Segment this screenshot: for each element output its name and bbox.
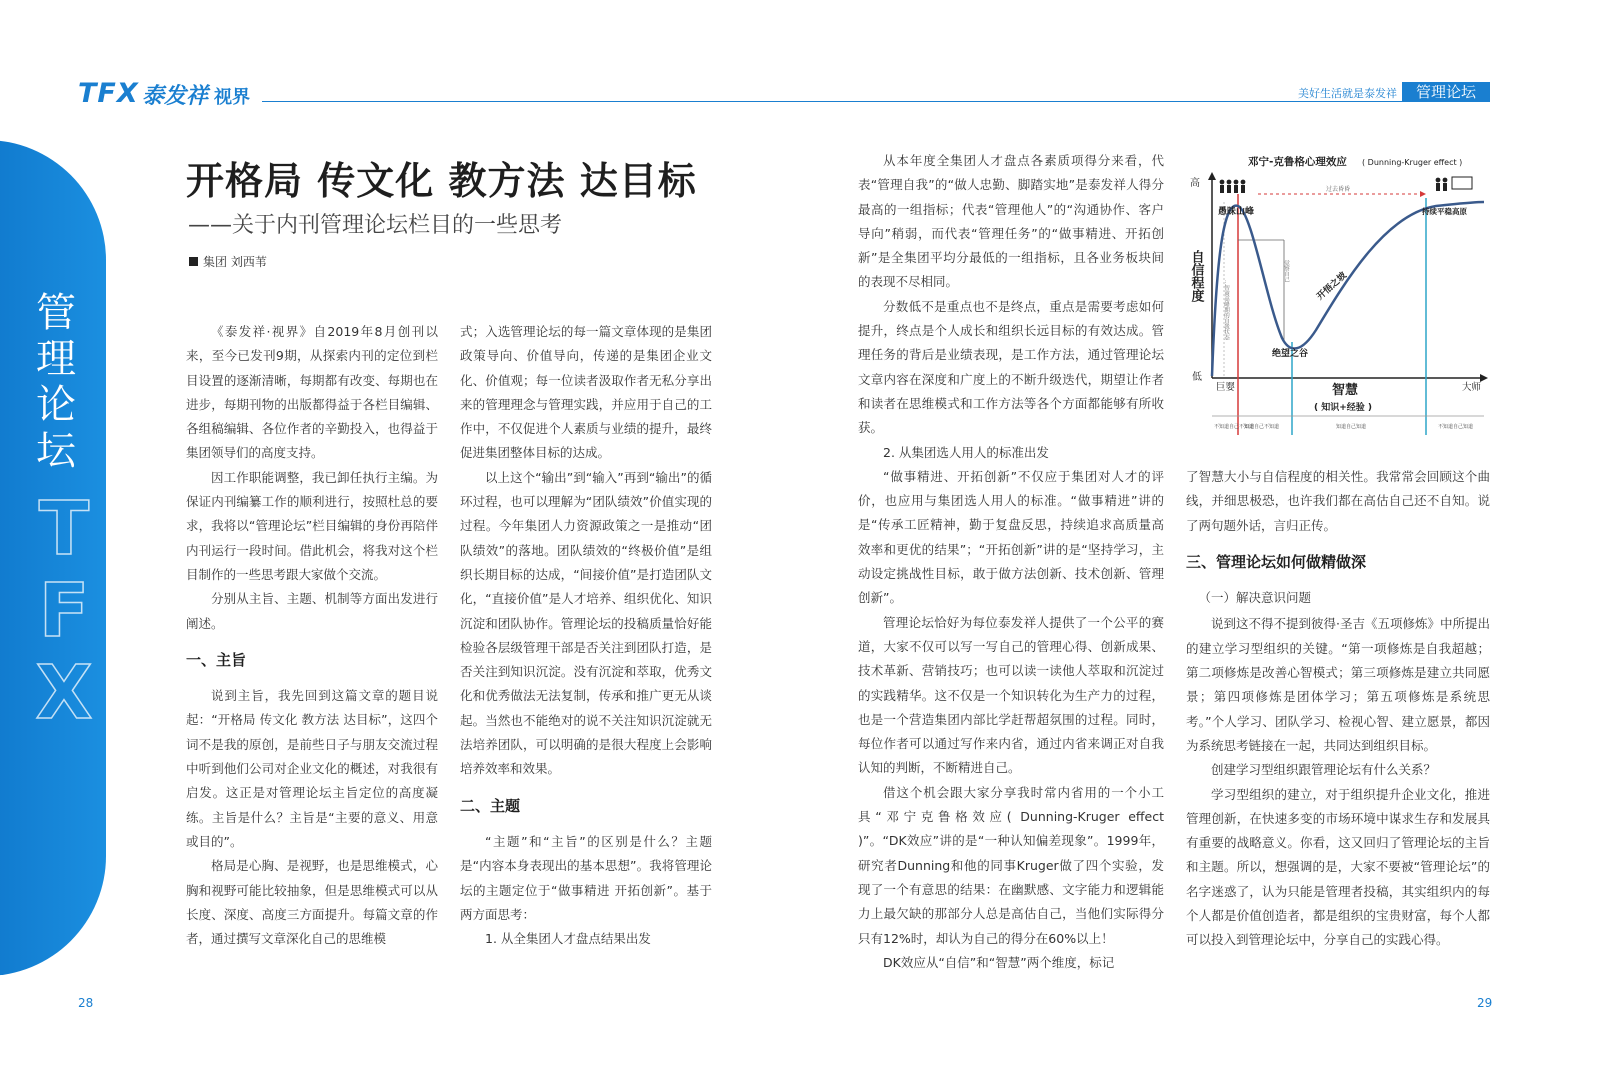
paragraph: 创建学习型组织跟管理论坛有什么关系？ <box>1211 762 1437 778</box>
paragraph: 说到主旨，我先回到这篇文章的题目说起：“开格局 传文化 教方法 达目标”，这四个词不是我的原创，是前些日子与朋友交流过程中听到他们公司对企业文化的概述，对我很有启发。这正是对管理论坛主旨定位的高度凝练。主旨是什么？主旨是“主要的意义、用意或目的”。 <box>186 688 438 849</box>
paragraph: 从本年度全集团人才盘点各素质项得分来看，代表“管理自我”的“做人忠勤、脚踏实地”是泰发祥人得分最高的一组指标；代表“管理他人”的“沟通协作、客户导向”稍弱，而代表“管理任务”的“做事精进、开拓创新”是全集团平均分最低的一组指标，且各业务板块间的表现不尽相同。 <box>858 153 1164 290</box>
logo-brand-name: 泰发祥 <box>142 84 209 109</box>
subheading: （一）解决意识问题 <box>1198 590 1312 606</box>
paragraph: 管理论坛恰好为每位泰发祥人提供了一个公平的赛道，大家不仅可以写一写自己的管理心得、创新成果、技术革新、营销技巧；也可以读一读他人萃取和沉淀过的实践精华。这不仅是一个知识转化为生产力的过程，也是一个营造集团内部比学赶帮超氛围的过程。同时，每位作者可以通过写作来内省，通过内省来调正对自我认知的判断，不断精进自己。 <box>858 614 1164 776</box>
section-heading: 一、主旨 <box>186 650 247 669</box>
y-axis-label: 自信程度 <box>1188 250 1204 302</box>
logo-vision: 视界 <box>214 87 250 108</box>
stage-label-1: 不知道自己不知道 <box>1214 424 1255 430</box>
stage-label-4: 不知道自己知道 <box>1438 424 1474 430</box>
paragraph: “做事精进、开拓创新”不仅应于集团对人才的评价，也应用与集团选人用人的标准。“做事精进”讲的是“传承工匠精神，勤于复盘反思，持续追求高质量高效率和更优的结果”；“开拓创新”讲的是“坚持学习，主动设定挑战性目标，敢于做方法创新、技术创新、管理创新”。 <box>858 468 1164 606</box>
byline-square-icon <box>189 257 198 266</box>
peak-label: 愚昧山峰 <box>1218 207 1255 217</box>
x-axis-sublabel: ( 知识+经验 ) <box>1314 403 1373 413</box>
dunning-kruger-chart <box>1186 150 1490 440</box>
arrow-label: 过去昏昏 <box>1326 186 1351 193</box>
paragraph: 学习型组织的建立，对于组织提升企业文化，推进管理创新，在快速多变的市场环境中谋求生存和发展具有重要的战略意义。你看，这又回归了管理论坛的主旨和主题。所以，想强调的是，大家不要被“管理论坛”的名字迷惑了，认为只能是管理者投稿，其实组织内的每个人都是价值创造者，都是组织的宝贵财富，每个人都可以投入到管理论坛中，分享自己的实践心得。 <box>1186 786 1490 948</box>
slope-label: 开悟之坡 <box>1315 270 1349 303</box>
page-number-left: 28 <box>78 996 94 1010</box>
section-heading: 三、管理论坛如何做精做深 <box>1186 552 1367 571</box>
sidebar-watermark <box>22 488 106 734</box>
article-subtitle: ——关于内刊管理论坛栏目的一些思考 <box>188 213 563 238</box>
paragraph: 格局是心胸、是视野，也是思维模式，心胸和视野可能比较抽象，但是思维模式可以从长度、深度、高度三方面提升。每篇文章的作者，通过撰写文章深化自己的思维模 <box>186 858 438 947</box>
column-4 <box>1186 465 1490 953</box>
paragraph: DK效应从“自信”和“智慧”两个维度，标记 <box>883 954 1115 970</box>
section-tag: 管理论坛 <box>1402 82 1490 102</box>
x-axis-label: 智慧 <box>1332 383 1359 398</box>
logo-tfx: TFX <box>78 78 139 109</box>
chart-title-en: ( Dunning-Kruger effect ) <box>1362 158 1463 167</box>
x-right-label: 大师 <box>1462 382 1482 393</box>
paragraph: 以上这个“输出”到“输入”再到“输出”的循环过程，也可以理解为“团队绩效”价值实现的过程。今年集团人力资源政策之一是推动“团队绩效”的落地。团队绩效的“终极价值”是组织长期目标的达成，“间接价值”是打造团队文化，“直接价值”是人才培养、组织优化、知识沉淀和团队协作。管理论坛的投稿质量恰好能检验各层级管理干部是否关注到团队打造，是否关注到知识沉淀。没有沉淀和萃取，优秀文化和优秀做法无法复制，传承和推广更无从谈起。当然也不能绝对的说不关注知识沉淀就无法培养团队，可以明确的是很大程度上会影响培养效率和效果。 <box>460 469 712 777</box>
valley-label: 绝望之谷 <box>1272 349 1309 359</box>
chart-title: 邓宁-克鲁格心理效应 <box>1248 156 1347 168</box>
stage-label-2: 知道自己不知道 <box>1244 424 1280 430</box>
watermark-letter: T <box>38 486 90 572</box>
paragraph: 说到这不得不提到彼得·圣吉《五项修炼》中所提出的建立学习型组织的关键。“第一项修炼是自我超越；第二项修炼是改善心智模式；第三项修炼是建立共同愿景；第四项修炼是团体学习；第五项修炼是系统思考。”个人学习、团队学习、检视心智、建立愿景，都因为系统思考链接在一起，共同达到组织目标。 <box>1186 616 1490 753</box>
plateau-label: 持续平稳高原 <box>1422 207 1467 216</box>
page-number-right: 29 <box>1477 996 1493 1010</box>
paragraph: 式；入选管理论坛的每一篇文章体现的是集团政策导向、价值导向，传递的是集团企业文化、价值观；每一位读者汲取作者无私分享出来的管理理念与管理实践，并应用于自己的工作中，不仅促进个人素质与业绩的提升，最终促进集团整体目标的达成。 <box>460 324 712 461</box>
sidebar-vertical-text: 管理论坛 <box>36 290 76 474</box>
subheading: 1. 从全集团人才盘点结果出发 <box>485 931 651 947</box>
column-1 <box>186 320 438 951</box>
column-2 <box>460 320 712 951</box>
slogan: 美好生活就是泰发祥 <box>1298 87 1397 100</box>
paragraph: 《泰发祥·视界》自2019年8月创刊以来，至今已发刊9期，从探索内刊的定位到栏目设置的逐渐清晰，每期都有改变、每期也在进步，每期刊物的出版都得益于各栏目编辑、各组稿编辑、各位作者的辛勤投入，也得益于集团领导们的高度支持。 <box>186 324 438 461</box>
x-left-label: 巨婴 <box>1216 382 1236 393</box>
y-low-label: 低 <box>1192 372 1202 383</box>
paragraph: 因工作职能调整，我已卸任执行主编。为保证内刊编纂工作的顺利进行，按照杜总的要求，我将以“管理论坛”栏目编辑的身份再陪伴内刊运行一段时间。借此机会，将我对这个栏目制作的一些思考跟大家做个交流。 <box>186 469 438 582</box>
article-title: 开格局 传文化 教方法 达目标 <box>186 159 697 203</box>
paragraph: 借这个机会跟大家分享我时常内省用的一个小工具“邓宁克鲁格效应( Dunning-Kruger effect )”。“DK效应”讲的是“一种认知偏差现象”。1999年，研究者Dunning和他的同事Kruger做了四个实验，发现了一个有意思的结果：在幽默感、文字能力和逻辑能力上最欠缺的那部分人总是高估自己，当他们实际得分只有12%时，却认为自己的得分在60%以上！ <box>858 784 1164 946</box>
paragraph: 分别从主旨、主题、机制等方面出发进行阐述。 <box>186 591 438 631</box>
y-high-label: 高 <box>1190 178 1200 189</box>
section-heading: 二、主题 <box>460 796 521 815</box>
vertical-label-1: ...智商高峰期的自我状态 <box>1223 280 1229 341</box>
chart-svg <box>1186 150 1490 440</box>
watermark-letter: F <box>38 568 90 654</box>
paragraph: 分数低不是重点也不是终点，重点是需要考虑如何提升，终点是个人成长和组织长远目标的有效达成。管理任务的背后是业绩表现，是工作方法，通过管理论坛文章内容在深度和广度上的不断升级迭代，期望让作者和读者在思维模式和工作方法等各个方面都能够有所收获。 <box>858 298 1164 436</box>
subheading: 2. 从集团选人用人的标准出发 <box>883 444 1049 460</box>
byline-text: 集团 刘西苇 <box>203 255 267 269</box>
header-rule <box>262 101 1490 102</box>
paragraph: “主题”和“主旨”的区别是什么？主题是“内容本身表现出的基本思想”。我将管理论坛的主题定位于“做事精进 开拓创新”。基于两方面思考： <box>460 833 712 922</box>
vertical-label-2: 觉察自己 <box>1283 260 1289 282</box>
byline <box>189 253 267 270</box>
paragraph: 了智慧大小与自信程度的相关性。我常常会回顾这个曲线，并细思极恐，也许我们都在高估自己还不自知。说了两句题外话，言归正传。 <box>1186 469 1490 533</box>
stage-label-3: 知道自己知道 <box>1336 424 1367 430</box>
watermark-letter: X <box>35 650 93 736</box>
column-3 <box>858 149 1164 975</box>
